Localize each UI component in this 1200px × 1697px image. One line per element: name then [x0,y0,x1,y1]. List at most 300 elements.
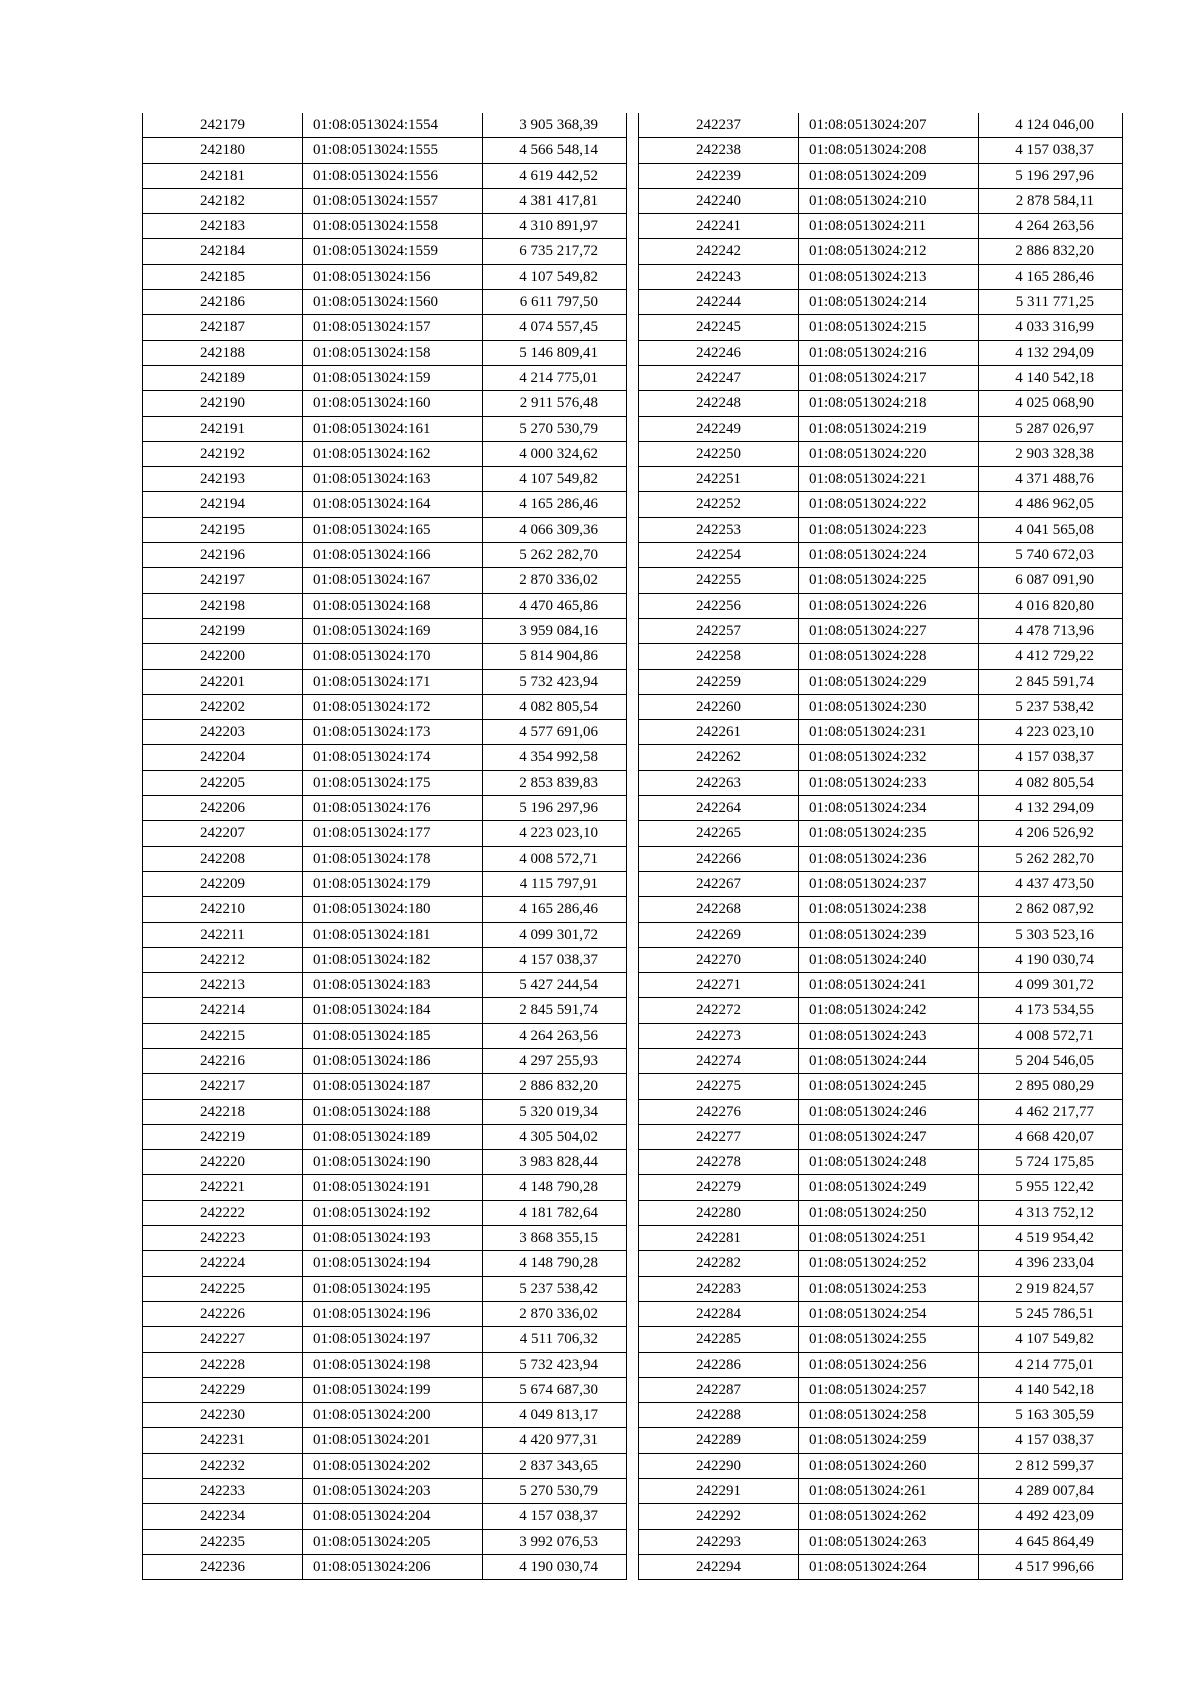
row-number-cell: 242278 [639,1150,799,1175]
row-number-cell: 242191 [143,416,303,441]
cadastral-number-cell: 01:08:0513024:189 [303,1124,483,1149]
value-cell: 2 870 336,02 [483,568,627,593]
cadastral-number-cell: 01:08:0513024:259 [799,1428,979,1453]
row-number-cell: 242238 [639,138,799,163]
cadastral-number-cell: 01:08:0513024:174 [303,745,483,770]
value-cell: 5 146 809,41 [483,340,627,365]
table-row [143,897,627,922]
row-number-cell: 242256 [639,593,799,618]
value-cell: 4 223 023,10 [483,821,627,846]
row-number-cell: 242229 [143,1377,303,1402]
cadastral-number-cell: 01:08:0513024:181 [303,922,483,947]
row-number-cell: 242213 [143,973,303,998]
table-row [639,113,1123,138]
row-number-cell: 242228 [143,1352,303,1377]
table-row [639,1074,1123,1099]
table-row [639,1428,1123,1453]
value-cell: 4 165 286,46 [483,492,627,517]
row-number-cell: 242182 [143,188,303,213]
value-cell: 2 903 328,38 [979,441,1123,466]
row-number-cell: 242255 [639,568,799,593]
table-row [143,947,627,972]
row-number-cell: 242211 [143,922,303,947]
table-row [143,467,627,492]
table-row [639,568,1123,593]
row-number-cell: 242192 [143,441,303,466]
cadastral-number-cell: 01:08:0513024:209 [799,163,979,188]
table-row [639,239,1123,264]
value-cell: 5 732 423,94 [483,1352,627,1377]
value-cell: 4 074 557,45 [483,315,627,340]
value-cell: 4 645 864,49 [979,1529,1123,1554]
value-cell: 4 124 046,00 [979,113,1123,138]
table-row [143,922,627,947]
row-number-cell: 242245 [639,315,799,340]
row-number-cell: 242247 [639,365,799,390]
cadastral-number-cell: 01:08:0513024:255 [799,1327,979,1352]
cadastral-number-cell: 01:08:0513024:1560 [303,290,483,315]
table-row [639,1023,1123,1048]
value-cell: 4 000 324,62 [483,441,627,466]
table-row [639,1099,1123,1124]
value-cell: 2 853 839,83 [483,770,627,795]
row-number-cell: 242181 [143,163,303,188]
cadastral-number-cell: 01:08:0513024:204 [303,1504,483,1529]
row-number-cell: 242199 [143,618,303,643]
table-row [639,973,1123,998]
table-row [143,1099,627,1124]
value-cell: 4 437 473,50 [979,871,1123,896]
row-number-cell: 242233 [143,1479,303,1504]
cadastral-number-cell: 01:08:0513024:1557 [303,188,483,213]
row-number-cell: 242270 [639,947,799,972]
row-number-cell: 242208 [143,846,303,871]
table-row [143,1226,627,1251]
value-cell: 2 919 824,57 [979,1276,1123,1301]
table-row [639,416,1123,441]
table-row [639,290,1123,315]
value-cell: 5 262 282,70 [979,846,1123,871]
cadastral-number-cell: 01:08:0513024:163 [303,467,483,492]
row-number-cell: 242257 [639,618,799,643]
value-cell: 4 140 542,18 [979,365,1123,390]
value-cell: 4 517 996,66 [979,1554,1123,1579]
row-number-cell: 242203 [143,720,303,745]
value-cell: 5 163 305,59 [979,1403,1123,1428]
row-number-cell: 242252 [639,492,799,517]
table-row [143,1150,627,1175]
table-row [639,1175,1123,1200]
table-row [639,1276,1123,1301]
value-cell: 4 264 263,56 [979,214,1123,239]
cadastral-number-cell: 01:08:0513024:1559 [303,239,483,264]
cadastral-number-cell: 01:08:0513024:182 [303,947,483,972]
table-row [639,897,1123,922]
table-row [639,1554,1123,1579]
value-cell: 4 354 992,58 [483,745,627,770]
row-number-cell: 242253 [639,517,799,542]
value-cell: 5 287 026,97 [979,416,1123,441]
cadastral-number-cell: 01:08:0513024:190 [303,1150,483,1175]
cadastral-number-cell: 01:08:0513024:244 [799,1048,979,1073]
value-cell: 5 955 122,42 [979,1175,1123,1200]
row-number-cell: 242294 [639,1554,799,1579]
cadastral-number-cell: 01:08:0513024:213 [799,264,979,289]
table-row [639,644,1123,669]
cadastral-number-cell: 01:08:0513024:210 [799,188,979,213]
value-cell: 4 107 549,82 [979,1327,1123,1352]
table-row [143,720,627,745]
value-cell: 3 992 076,53 [483,1529,627,1554]
row-number-cell: 242217 [143,1074,303,1099]
cadastral-number-cell: 01:08:0513024:169 [303,618,483,643]
table-row [639,517,1123,542]
cadastral-number-cell: 01:08:0513024:216 [799,340,979,365]
table-row [143,1554,627,1579]
value-cell: 3 959 084,16 [483,618,627,643]
cadastral-number-cell: 01:08:0513024:239 [799,922,979,947]
table-row [639,922,1123,947]
cadastral-number-cell: 01:08:0513024:253 [799,1276,979,1301]
row-number-cell: 242275 [639,1074,799,1099]
table-row [143,163,627,188]
value-cell: 2 845 591,74 [483,998,627,1023]
cadastral-number-cell: 01:08:0513024:164 [303,492,483,517]
table-row [143,214,627,239]
row-number-cell: 242204 [143,745,303,770]
table-row [639,669,1123,694]
cadastral-number-cell: 01:08:0513024:199 [303,1377,483,1402]
cadastral-number-cell: 01:08:0513024:177 [303,821,483,846]
table-row [143,871,627,896]
row-number-cell: 242290 [639,1453,799,1478]
cadastral-number-cell: 01:08:0513024:221 [799,467,979,492]
row-number-cell: 242277 [639,1124,799,1149]
value-cell: 4 190 030,74 [979,947,1123,972]
cadastral-number-cell: 01:08:0513024:172 [303,694,483,719]
table-row [639,618,1123,643]
value-cell: 4 082 805,54 [979,770,1123,795]
cadastral-number-cell: 01:08:0513024:186 [303,1048,483,1073]
value-cell: 5 674 687,30 [483,1377,627,1402]
row-number-cell: 242219 [143,1124,303,1149]
row-number-cell: 242207 [143,821,303,846]
cadastral-number-cell: 01:08:0513024:1555 [303,138,483,163]
row-number-cell: 242216 [143,1048,303,1073]
table-row [143,1251,627,1276]
value-cell: 4 214 775,01 [483,365,627,390]
row-number-cell: 242251 [639,467,799,492]
table-row [143,264,627,289]
table-row [143,1074,627,1099]
table-row [639,694,1123,719]
cadastral-number-cell: 01:08:0513024:197 [303,1327,483,1352]
cadastral-number-cell: 01:08:0513024:201 [303,1428,483,1453]
value-cell: 4 016 820,80 [979,593,1123,618]
row-number-cell: 242225 [143,1276,303,1301]
row-number-cell: 242230 [143,1403,303,1428]
table-row [639,1124,1123,1149]
table-row [143,568,627,593]
value-cell: 4 132 294,09 [979,340,1123,365]
row-number-cell: 242232 [143,1453,303,1478]
cadastral-number-cell: 01:08:0513024:175 [303,770,483,795]
table-row [143,1200,627,1225]
row-number-cell: 242186 [143,290,303,315]
cadastral-number-cell: 01:08:0513024:261 [799,1479,979,1504]
value-cell: 2 886 832,20 [483,1074,627,1099]
row-number-cell: 242254 [639,543,799,568]
value-cell: 4 165 286,46 [483,897,627,922]
value-cell: 4 412 729,22 [979,644,1123,669]
table-row [639,1377,1123,1402]
cadastral-number-cell: 01:08:0513024:184 [303,998,483,1023]
row-number-cell: 242206 [143,796,303,821]
value-cell: 5 270 530,79 [483,416,627,441]
cadastral-number-cell: 01:08:0513024:247 [799,1124,979,1149]
value-cell: 4 289 007,84 [979,1479,1123,1504]
cadastral-number-cell: 01:08:0513024:161 [303,416,483,441]
cadastral-number-cell: 01:08:0513024:252 [799,1251,979,1276]
table-row [143,1124,627,1149]
table-row [143,593,627,618]
value-cell: 5 245 786,51 [979,1301,1123,1326]
cadastral-number-cell: 01:08:0513024:219 [799,416,979,441]
cadastral-number-cell: 01:08:0513024:195 [303,1276,483,1301]
table-row [143,1301,627,1326]
value-cell: 4 381 417,81 [483,188,627,213]
row-number-cell: 242185 [143,264,303,289]
table-row [639,543,1123,568]
table-row [639,871,1123,896]
value-cell: 2 837 343,65 [483,1453,627,1478]
table-row [639,441,1123,466]
table-row [143,391,627,416]
table-row [143,1403,627,1428]
left-table [142,113,627,1580]
row-number-cell: 242269 [639,922,799,947]
table-row [143,846,627,871]
value-cell: 4 082 805,54 [483,694,627,719]
cadastral-number-cell: 01:08:0513024:167 [303,568,483,593]
value-cell: 5 320 019,34 [483,1099,627,1124]
cadastral-number-cell: 01:08:0513024:232 [799,745,979,770]
table-row [143,365,627,390]
table-row [143,618,627,643]
cadastral-number-cell: 01:08:0513024:176 [303,796,483,821]
cadastral-number-cell: 01:08:0513024:165 [303,517,483,542]
value-cell: 4 157 038,37 [483,1504,627,1529]
cadastral-number-cell: 01:08:0513024:241 [799,973,979,998]
table-row [143,1377,627,1402]
cadastral-number-cell: 01:08:0513024:170 [303,644,483,669]
cadastral-number-cell: 01:08:0513024:166 [303,543,483,568]
value-cell: 4 305 504,02 [483,1124,627,1149]
value-cell: 4 190 030,74 [483,1554,627,1579]
table-row [143,821,627,846]
cadastral-number-cell: 01:08:0513024:171 [303,669,483,694]
value-cell: 6 735 217,72 [483,239,627,264]
row-number-cell: 242194 [143,492,303,517]
row-number-cell: 242282 [639,1251,799,1276]
table-row [639,720,1123,745]
cadastral-number-cell: 01:08:0513024:243 [799,1023,979,1048]
value-cell: 2 812 599,37 [979,1453,1123,1478]
row-number-cell: 242243 [639,264,799,289]
row-number-cell: 242197 [143,568,303,593]
row-number-cell: 242196 [143,543,303,568]
table-row [639,821,1123,846]
cadastral-number-cell: 01:08:0513024:251 [799,1226,979,1251]
row-number-cell: 242271 [639,973,799,998]
row-number-cell: 242272 [639,998,799,1023]
cadastral-number-cell: 01:08:0513024:262 [799,1504,979,1529]
value-cell: 4 115 797,91 [483,871,627,896]
cadastral-number-cell: 01:08:0513024:217 [799,365,979,390]
row-number-cell: 242263 [639,770,799,795]
table-row [143,1048,627,1073]
row-number-cell: 242183 [143,214,303,239]
table-row [143,113,627,138]
row-number-cell: 242224 [143,1251,303,1276]
value-cell: 4 297 255,93 [483,1048,627,1073]
row-number-cell: 242220 [143,1150,303,1175]
row-number-cell: 242289 [639,1428,799,1453]
table-row [639,138,1123,163]
value-cell: 2 886 832,20 [979,239,1123,264]
cadastral-number-cell: 01:08:0513024:235 [799,821,979,846]
value-cell: 4 033 316,99 [979,315,1123,340]
table-row [143,973,627,998]
value-cell: 4 223 023,10 [979,720,1123,745]
row-number-cell: 242239 [639,163,799,188]
cadastral-number-cell: 01:08:0513024:191 [303,1175,483,1200]
value-cell: 4 668 420,07 [979,1124,1123,1149]
value-cell: 4 165 286,46 [979,264,1123,289]
cadastral-number-cell: 01:08:0513024:248 [799,1150,979,1175]
cadastral-number-cell: 01:08:0513024:206 [303,1554,483,1579]
value-cell: 4 066 309,36 [483,517,627,542]
row-number-cell: 242223 [143,1226,303,1251]
table-row [143,315,627,340]
row-number-cell: 242248 [639,391,799,416]
cadastral-number-cell: 01:08:0513024:246 [799,1099,979,1124]
row-number-cell: 242260 [639,694,799,719]
table-row [639,593,1123,618]
cadastral-number-cell: 01:08:0513024:231 [799,720,979,745]
row-number-cell: 242180 [143,138,303,163]
row-number-cell: 242240 [639,188,799,213]
row-number-cell: 242201 [143,669,303,694]
table-row [639,163,1123,188]
cadastral-number-cell: 01:08:0513024:183 [303,973,483,998]
row-number-cell: 242210 [143,897,303,922]
row-number-cell: 242189 [143,365,303,390]
value-cell: 5 237 538,42 [483,1276,627,1301]
table-row [143,1175,627,1200]
value-cell: 4 492 423,09 [979,1504,1123,1529]
value-cell: 2 862 087,92 [979,897,1123,922]
value-cell: 4 099 301,72 [979,973,1123,998]
table-row [639,340,1123,365]
value-cell: 4 519 954,42 [979,1226,1123,1251]
table-row [639,846,1123,871]
row-number-cell: 242214 [143,998,303,1023]
table-row [143,543,627,568]
table-row [639,1327,1123,1352]
table-row [143,138,627,163]
table-row [639,1479,1123,1504]
row-number-cell: 242198 [143,593,303,618]
table-row [639,188,1123,213]
row-number-cell: 242291 [639,1479,799,1504]
table-row [639,214,1123,239]
value-cell: 3 905 368,39 [483,113,627,138]
row-number-cell: 242285 [639,1327,799,1352]
table-row [639,1251,1123,1276]
cadastral-number-cell: 01:08:0513024:214 [799,290,979,315]
table-row [639,1529,1123,1554]
table-row [639,1301,1123,1326]
table-row [143,1453,627,1478]
row-number-cell: 242215 [143,1023,303,1048]
cadastral-number-cell: 01:08:0513024:162 [303,441,483,466]
cadastral-number-cell: 01:08:0513024:208 [799,138,979,163]
table-row [143,694,627,719]
value-cell: 4 478 713,96 [979,618,1123,643]
value-cell: 4 157 038,37 [979,1428,1123,1453]
value-cell: 4 214 775,01 [979,1352,1123,1377]
cadastral-number-cell: 01:08:0513024:160 [303,391,483,416]
row-number-cell: 242188 [143,340,303,365]
value-cell: 4 107 549,82 [483,264,627,289]
cadastral-number-cell: 01:08:0513024:194 [303,1251,483,1276]
value-cell: 4 577 691,06 [483,720,627,745]
cadastral-number-cell: 01:08:0513024:193 [303,1226,483,1251]
value-cell: 5 724 175,85 [979,1150,1123,1175]
table-row [143,745,627,770]
value-cell: 4 420 977,31 [483,1428,627,1453]
value-cell: 4 099 301,72 [483,922,627,947]
table-row [143,998,627,1023]
table-row [143,340,627,365]
value-cell: 4 181 782,64 [483,1200,627,1225]
value-cell: 4 619 442,52 [483,163,627,188]
row-number-cell: 242242 [639,239,799,264]
row-number-cell: 242249 [639,416,799,441]
cadastral-number-cell: 01:08:0513024:205 [303,1529,483,1554]
table-row [639,1352,1123,1377]
row-number-cell: 242259 [639,669,799,694]
row-number-cell: 242244 [639,290,799,315]
value-cell: 4 313 752,12 [979,1200,1123,1225]
value-cell: 5 196 297,96 [979,163,1123,188]
value-cell: 4 566 548,14 [483,138,627,163]
table-row [639,1150,1123,1175]
value-cell: 4 396 233,04 [979,1251,1123,1276]
cadastral-number-cell: 01:08:0513024:156 [303,264,483,289]
table-row [639,264,1123,289]
value-cell: 2 845 591,74 [979,669,1123,694]
table-row [639,1504,1123,1529]
row-number-cell: 242265 [639,821,799,846]
row-number-cell: 242193 [143,467,303,492]
value-cell: 5 311 771,25 [979,290,1123,315]
table-row [143,796,627,821]
cadastral-number-cell: 01:08:0513024:236 [799,846,979,871]
cadastral-number-cell: 01:08:0513024:173 [303,720,483,745]
cadastral-number-cell: 01:08:0513024:212 [799,239,979,264]
